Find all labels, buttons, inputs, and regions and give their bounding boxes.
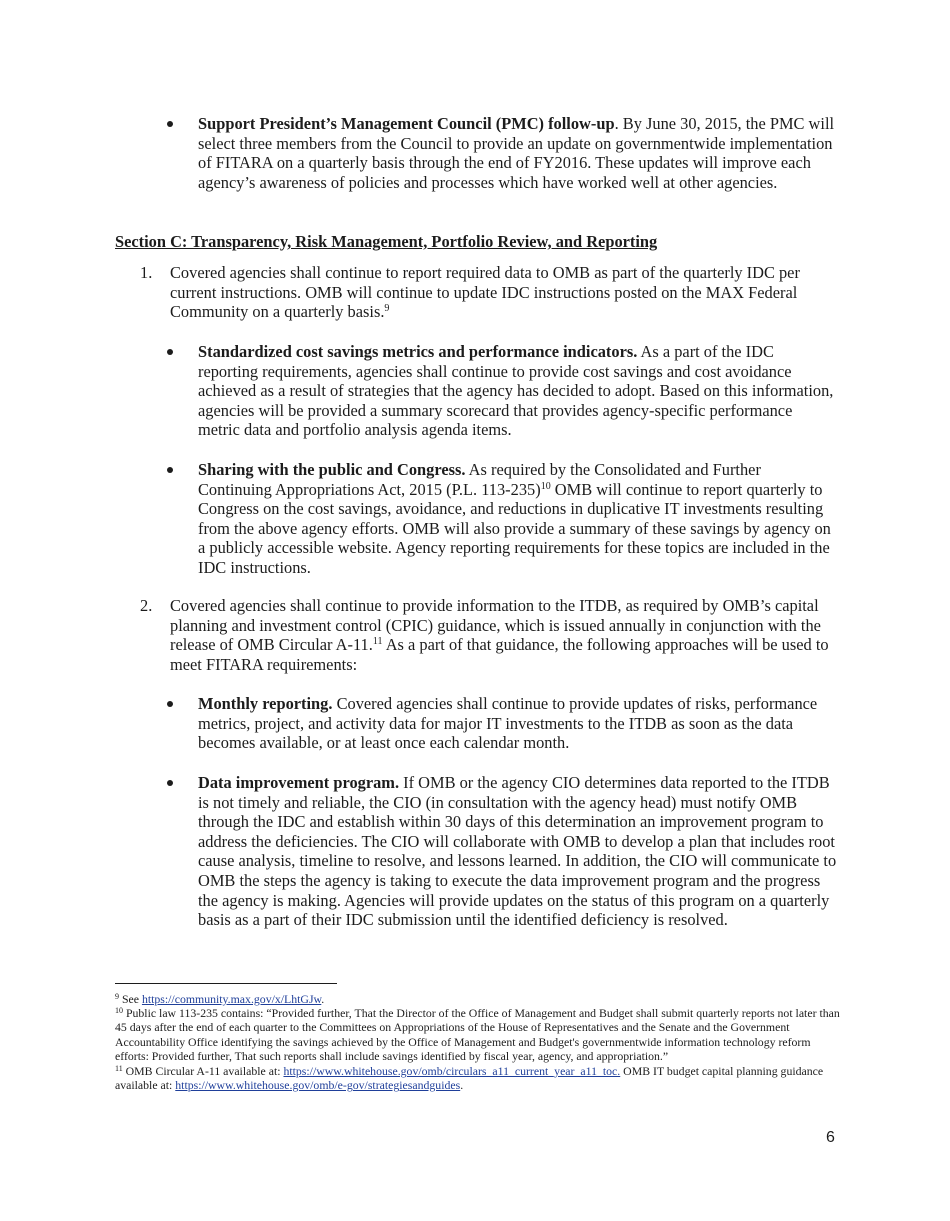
section-heading: Section C: Transparency, Risk Management, Portfolio Review, and Reporting bbox=[115, 232, 658, 251]
footnote-link[interactable]: https://www.whitehouse.gov/omb/e-gov/strategiesandguides bbox=[175, 1078, 461, 1093]
bullet-paragraph: Monthly reporting. Covered agencies shall continue to provide updates of risks, performance metrics, project, and activity data for major IT investments to the ITDB as soon as the data becomes available, or at least once each calendar month. bbox=[198, 694, 818, 753]
footnote-number: 11 bbox=[115, 1064, 123, 1073]
item-paragraph: Covered agencies shall continue to provide information to the ITDB, as required by OMB’s capital planning and investment control (CPIC) guidance, which is issued annually in conjunction with the release of OMB Circular A-11.11 As a part of that guidance, the following approaches will be used to meet FITARA requirements: bbox=[170, 596, 829, 674]
footnote-link[interactable]: https://www.whitehouse.gov/omb/circulars_a11_current_year_a11_toc. bbox=[283, 1064, 621, 1078]
bullet-paragraph: Support President’s Management Council (PMC) follow-up. By June 30, 2015, the PMC will select three members from the Council to provide an update on governmentwide implementation of FITARA on a quarterly basis through the end of FY2016. These updates will improve each agency’s awareness of policies and processes which have worked well at other agencies. bbox=[198, 114, 835, 192]
monthly-reporting-bullet bbox=[198, 694, 838, 753]
sharing-public-bullet bbox=[198, 460, 838, 578]
bullet-paragraph: Standardized cost savings metrics and performance indicators. As a part of the IDC reporting requirements, agencies shall continue to provide cost savings and cost avoidance achieved as a result of strategies that the agency has decided to adopt. Based on this information, agencies will be provided a summary scorecard that provides agency-specific performance metric data and portfolio analysis agenda items. bbox=[198, 342, 834, 440]
bullet-icon bbox=[167, 349, 173, 355]
bullet-icon bbox=[167, 780, 173, 786]
bullet-paragraph: Sharing with the public and Congress. As required by the Consolidated and Further Continuing Appropriations Act, 2015 (P.L. 113-235)$^{10}$ OMB will continue to report quarterly to Congress on the cost savings, avoidance, and reductions in duplicative IT investments resulting from the above agency efforts. OMB will also provide a summary of these savings by agency on a publicly accessible website. Agency reporting requirements for these topics are included in the IDC instructions. bbox=[198, 460, 831, 577]
bullet-heading: Sharing with the public and Congress. bbox=[198, 460, 466, 479]
bullet-icon bbox=[167, 467, 173, 473]
bullet-heading: Standardized cost savings metrics and performance indicators. bbox=[198, 342, 638, 361]
footnote-10: $^{10}$ Public law 113-235 contains: “Provided further, That the Director of the Office of Management and Budget shall submit quarterly reports not later than 45 days after the end of each quarter to the Committees on Appropriations of the House of Representatives and the Senate and the Government Accountability Office identifying the savings achieved by the Office of Management and Budget's governmentwide information technology reform efforts: Provided further, That such reports shall include savings identified by fiscal year, agency, and appropriation.” bbox=[115, 1006, 840, 1063]
item-number: 1. bbox=[140, 263, 153, 282]
bullet-heading: Data improvement program. bbox=[198, 773, 400, 792]
footnote-number: 9 bbox=[115, 992, 119, 1001]
footnote-11: $^{11}$ OMB Circular A-11 available at: https://www.whitehouse.gov/omb/circulars_a11_current_year_a11_toc. OMB IT budget capital planning guidance available at: https://www.whitehouse.gov/omb/e-gov/strategiesandguides. bbox=[115, 1064, 824, 1093]
bullet-icon bbox=[167, 701, 173, 707]
page-number: 6 bbox=[826, 1129, 835, 1146]
data-improvement-bullet bbox=[198, 773, 838, 930]
bullet-icon bbox=[167, 121, 173, 127]
numbered-item-1 bbox=[140, 263, 838, 322]
item-paragraph: Covered agencies shall continue to report required data to OMB as part of the quarterly IDC per current instructions. OMB will continue to update IDC instructions posted on the MAX Federal Community on a quarterly basis.$^9$ bbox=[170, 263, 800, 322]
bullet-heading: Support President’s Management Council (PMC) follow-up bbox=[198, 114, 615, 133]
item-number: 2. bbox=[140, 596, 153, 615]
pmc-followup-bullet bbox=[198, 114, 838, 192]
numbered-item-2 bbox=[140, 596, 838, 674]
footnote-link[interactable]: https://community.max.gov/x/LhtGJw bbox=[141, 992, 322, 1006]
footnote-ref-10: 10 bbox=[540, 480, 551, 492]
footnote-ref-11: 11 bbox=[372, 636, 383, 648]
bullet-paragraph: Data improvement program. If OMB or the agency CIO determines data reported to the ITDB is not timely and reliable, the CIO (in consultation with the agency head) must notify OMB through the IDC and establish within 30 days of this determination an improvement program to address the deficiencies. The CIO will collaborate with OMB to develop a plan that includes root cause analysis, timeline to resolve, and lessons learned. In addition, the CIO will communicate to OMB the steps the agency is taking to execute the data improvement program and the progress the agency is making. Agencies will provide updates on the status of this program on a quarterly basis as a part of their IDC submission until the identified deficiency is resolved. bbox=[198, 773, 837, 930]
footnote-ref-9: 9 bbox=[384, 303, 390, 315]
footnote-number: 10 bbox=[115, 1006, 123, 1015]
footnote-9: $^9$ See https://community.max.gov/x/LhtGJw. bbox=[115, 992, 325, 1006]
bullet-heading: Monthly reporting. bbox=[198, 694, 333, 713]
footnote-divider bbox=[115, 983, 337, 984]
cost-savings-bullet bbox=[198, 342, 838, 440]
